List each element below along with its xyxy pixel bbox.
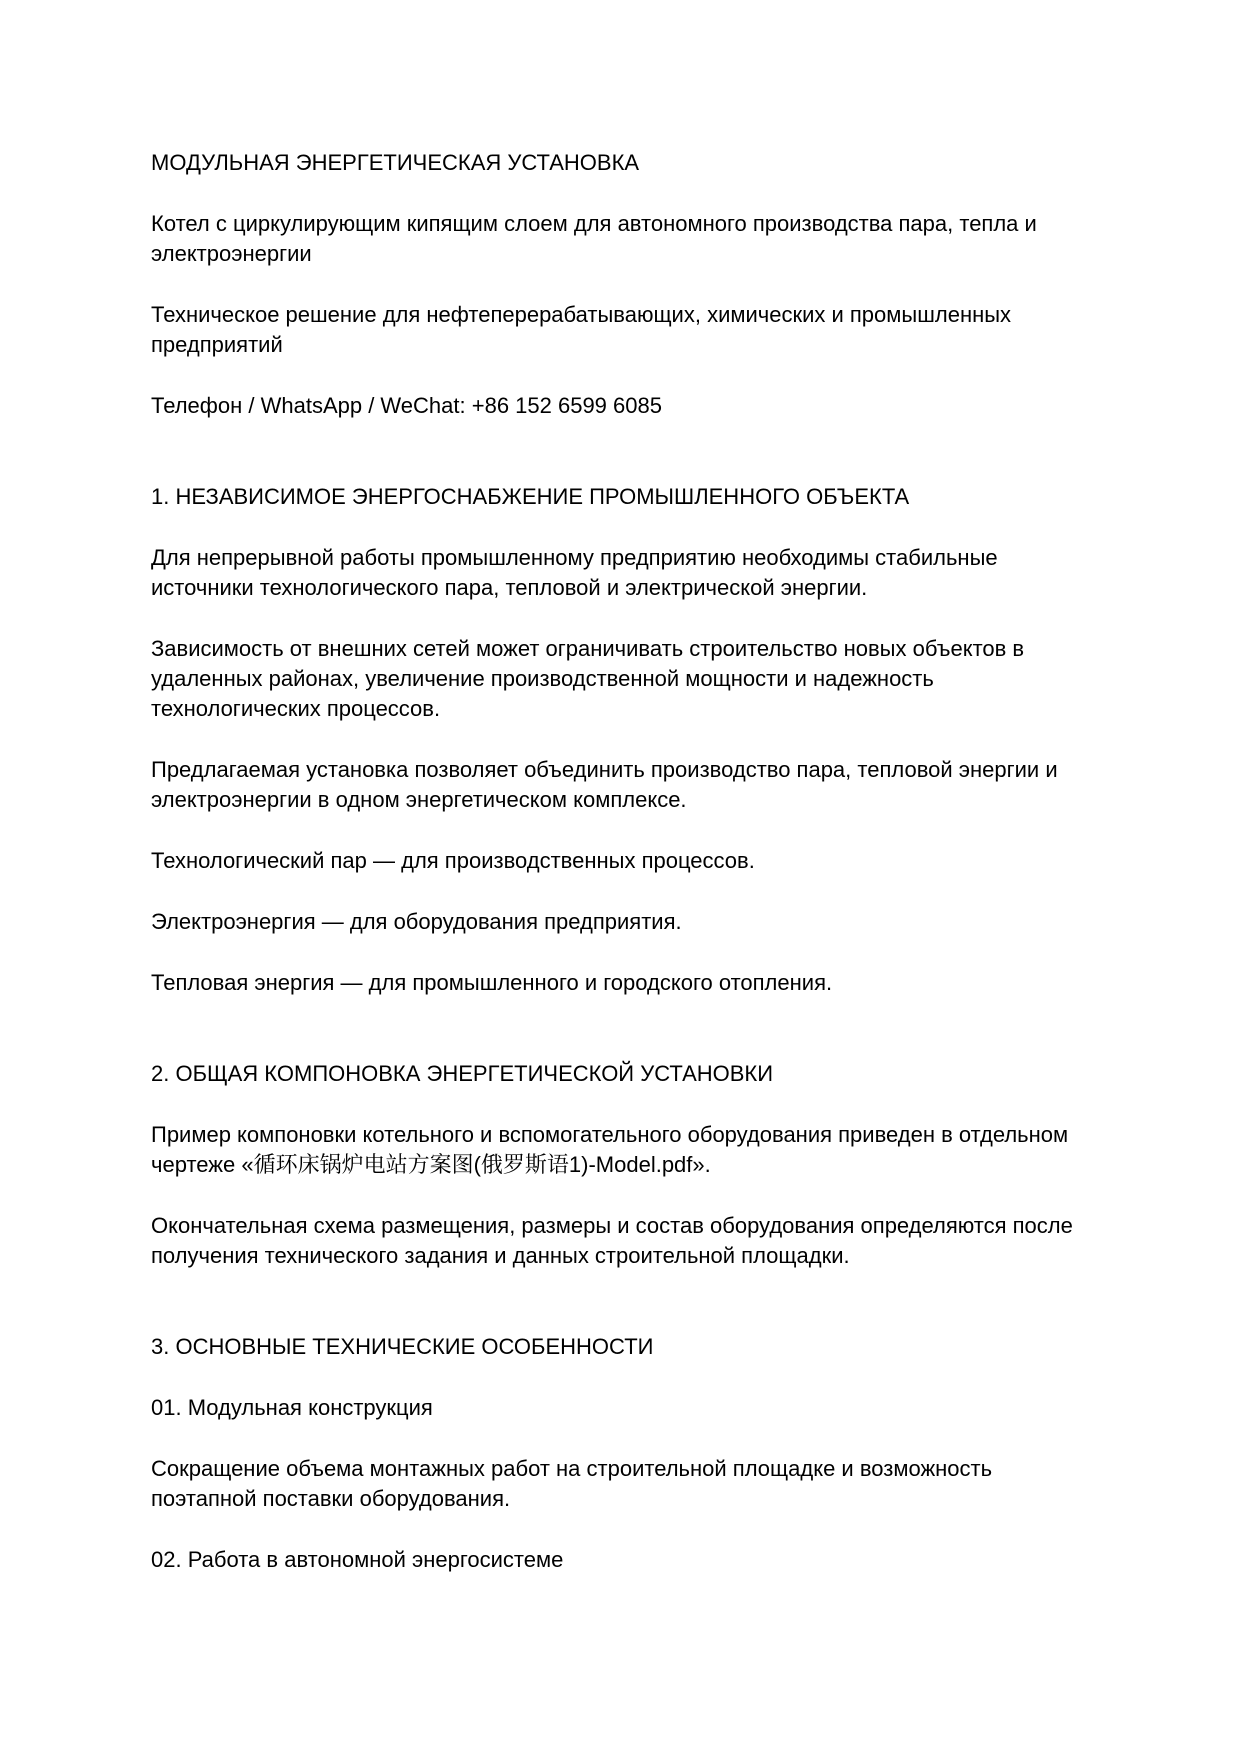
section-paragraph: Окончательная схема размещения, размеры и состав оборудования определяются после получения технического задания и данных строительной площадки.	[151, 1213, 1073, 1268]
section-paragraph: Технологический пар — для производственных процессов.	[151, 848, 755, 873]
section-paragraph: Тепловая энергия — для промышленного и городского отопления.	[151, 970, 833, 995]
section-paragraph: Зависимость от внешних сетей может ограничивать строительство новых объектов в удаленных районах, увеличение производственной мощности и надежность технологических процессов.	[151, 636, 1025, 721]
feature-title: 01. Модульная конструкция	[151, 1395, 433, 1420]
section-heading: 3. ОСНОВНЫЕ ТЕХНИЧЕСКИЕ ОСОБЕННОСТИ	[151, 1334, 654, 1359]
section-heading: 2. ОБЩАЯ КОМПОНОВКА ЭНЕРГЕТИЧЕСКОЙ УСТАНОВКИ	[151, 1061, 774, 1086]
section-heading: 1. НЕЗАВИСИМОЕ ЭНЕРГОСНАБЖЕНИЕ ПРОМЫШЛЕННОГО ОБЪЕКТА	[151, 484, 910, 509]
section-paragraph: Электроэнергия — для оборудования предприятия.	[151, 909, 682, 934]
section-paragraph: Сокращение объема монтажных работ на строительной площадке и возможность поэтапной поставки оборудования.	[151, 1456, 993, 1511]
section-paragraph: Пример компоновки котельного и вспомогательного оборудования приведен в отдельном чертеже «循环床锅炉电站方案图(俄罗斯语1)-Model.pdf».	[151, 1122, 1069, 1177]
section-paragraph: Для непрерывной работы промышленному предприятию необходимы стабильные источники технологического пара, тепловой и электрической энергии.	[151, 545, 998, 600]
feature-title: 02. Работа в автономной энергосистеме	[151, 1547, 564, 1572]
contact-line: Телефон / WhatsApp / WeChat: +86 152 6599 6085	[151, 393, 662, 418]
document-title: МОДУЛЬНАЯ ЭНЕРГЕТИЧЕСКАЯ УСТАНОВКА	[151, 150, 640, 175]
document-subtitle: Котел с циркулирующим кипящим слоем для автономного производства пара, тепла и электроэнергии	[151, 211, 1037, 266]
section-paragraph: Предлагаемая установка позволяет объединить производство пара, тепловой энергии и электроэнергии в одном энергетическом комплексе.	[151, 757, 1058, 812]
document-body	[151, 148, 1091, 1575]
document-description: Техническое решение для нефтеперерабатывающих, химических и промышленных предприятий	[151, 302, 1012, 357]
